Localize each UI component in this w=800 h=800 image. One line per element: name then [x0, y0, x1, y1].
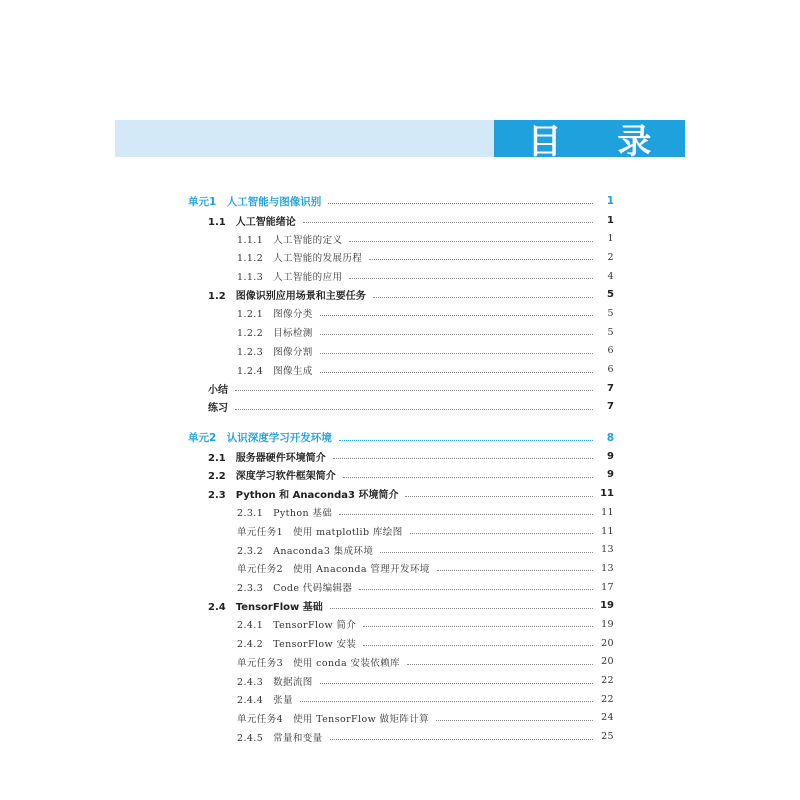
- dot-leader: [303, 221, 593, 223]
- subsection-entry: [188, 540, 614, 559]
- page-number: 17: [601, 581, 614, 593]
- page-number: 11: [600, 488, 614, 500]
- entry-title: 练习: [208, 403, 228, 415]
- subsection-entry: [188, 634, 614, 653]
- dot-leader: [300, 700, 593, 702]
- page-number: 11: [601, 525, 614, 537]
- unit-heading: [188, 192, 614, 211]
- page-number: 7: [607, 401, 614, 413]
- dot-leader: [405, 495, 593, 497]
- page-number: 6: [607, 364, 614, 376]
- dot-leader: [369, 258, 593, 260]
- subsection-entry: [188, 360, 614, 379]
- entry-title: 单元任务4 使用 TensorFlow 做矩阵计算: [237, 713, 430, 725]
- section-entry: [188, 447, 614, 466]
- entry-title: 1.1.2 人工智能的发展历程: [237, 253, 363, 265]
- title-box: [494, 120, 685, 162]
- dot-leader: [330, 738, 593, 740]
- subsection-entry: [188, 304, 614, 323]
- dot-leader: [410, 532, 593, 534]
- subsection-entry: [188, 248, 614, 267]
- page-number: 22: [601, 675, 614, 687]
- misc-entry: [188, 398, 614, 417]
- page-number: 13: [601, 562, 614, 574]
- subsection-entry: [188, 690, 614, 709]
- page-number: 22: [601, 693, 614, 705]
- section-entry: [188, 466, 614, 485]
- subsection-entry: [188, 727, 614, 746]
- entry-title: 2.4.1 TensorFlow 简介: [237, 620, 357, 632]
- misc-entry: [188, 379, 614, 398]
- subsection-entry: [188, 653, 614, 672]
- page-number: 8: [606, 431, 614, 444]
- subsection-entry: [188, 323, 614, 342]
- page-number: 6: [607, 345, 614, 357]
- dot-leader: [330, 607, 593, 609]
- entry-title: 单元任务3 使用 conda 安装依赖库: [237, 657, 400, 669]
- subsection-entry: [188, 559, 614, 578]
- page-number: 7: [607, 382, 614, 394]
- table-of-contents: [188, 192, 614, 746]
- entry-title: 单元任务1 使用 matplotlib 库绘图: [237, 527, 403, 539]
- page-number: 9: [607, 469, 614, 481]
- entry-title: 单元任务2 使用 Anaconda 管理开发环境: [237, 564, 430, 576]
- page-number: 20: [601, 637, 614, 649]
- entry-title: 2.3.3 Code 代码编辑器: [237, 583, 353, 595]
- page-number: 2: [607, 251, 614, 263]
- page-number: 5: [607, 289, 614, 301]
- page-number: 5: [607, 326, 614, 338]
- unit-heading: [188, 428, 614, 447]
- entry-title: 2.4.4 张量: [237, 695, 293, 707]
- dot-leader: [359, 588, 593, 590]
- entry-title: 2.3 Python 和 Anaconda3 环境简介: [208, 490, 399, 502]
- entry-title: 2.3.2 Anaconda3 集成环境: [237, 545, 374, 557]
- entry-title: 1.1.1 人工智能的定义: [237, 234, 343, 246]
- page-number: 20: [601, 656, 614, 668]
- entry-title: 2.4.5 常量和变量: [237, 732, 323, 744]
- dot-leader: [407, 663, 593, 665]
- section-entry: [188, 596, 614, 615]
- page-number: 24: [601, 712, 614, 724]
- dot-leader: [339, 513, 593, 515]
- entry-title: 单元2 认识深度学习开发环境: [188, 432, 332, 445]
- page-number: 4: [607, 270, 614, 282]
- dot-leader: [235, 389, 593, 391]
- entry-title: 1.2.1 图像分类: [237, 309, 313, 321]
- section-entry: [188, 484, 614, 503]
- section-entry: [188, 285, 614, 304]
- entry-title: 1.2 图像识别应用场景和主要任务: [208, 291, 366, 303]
- subsection-entry: [188, 267, 614, 286]
- section-entry: [188, 211, 614, 230]
- dot-leader: [235, 408, 593, 410]
- entry-title: 2.4 TensorFlow 基础: [208, 602, 323, 614]
- page-number: 13: [601, 544, 614, 556]
- subsection-entry: [188, 578, 614, 597]
- entry-title: 1.1 人工智能绪论: [208, 216, 296, 228]
- dot-leader: [343, 476, 593, 478]
- entry-title: 2.4.2 TensorFlow 安装: [237, 639, 357, 651]
- subsection-entry: [188, 709, 614, 728]
- dot-leader: [320, 352, 593, 354]
- subsection-entry: [188, 229, 614, 248]
- page-number: 11: [601, 506, 614, 518]
- dot-leader: [373, 296, 593, 298]
- page-number: 1: [607, 233, 614, 245]
- subsection-entry: [188, 342, 614, 361]
- dot-leader: [320, 333, 593, 335]
- page-number: 5: [607, 307, 614, 319]
- dot-leader: [437, 569, 593, 571]
- dot-leader: [380, 551, 593, 553]
- dot-leader: [436, 719, 593, 721]
- dot-leader: [320, 682, 593, 684]
- page-number: 19: [601, 618, 614, 630]
- subsection-entry: [188, 615, 614, 634]
- entry-title: 小结: [208, 384, 228, 396]
- entry-title: 1.2.3 图像分割: [237, 346, 313, 358]
- section-gap: [188, 416, 614, 428]
- entry-title: 2.3.1 Python 基础: [237, 508, 333, 520]
- page-number: 1: [607, 214, 614, 226]
- page-number: 19: [600, 600, 614, 612]
- dot-leader: [363, 644, 593, 646]
- subsection-entry: [188, 671, 614, 690]
- page-number: 9: [607, 450, 614, 462]
- entry-title: 2.2 深度学习软件框架简介: [208, 471, 336, 483]
- subsection-entry: [188, 522, 614, 541]
- dot-leader: [320, 314, 593, 316]
- dot-leader: [328, 202, 593, 204]
- dot-leader: [349, 240, 593, 242]
- page-title: 目 录: [527, 122, 674, 162]
- entry-title: 1.1.3 人工智能的应用: [237, 272, 343, 284]
- page-number: 1: [606, 195, 614, 208]
- page-number: 25: [601, 731, 614, 743]
- entry-title: 2.1 服务器硬件环境简介: [208, 452, 326, 464]
- dot-leader: [339, 439, 593, 441]
- entry-title: 单元1 人工智能与图像识别: [188, 195, 322, 208]
- dot-leader: [363, 625, 593, 627]
- entry-title: 1.2.2 目标检测: [237, 328, 313, 340]
- subsection-entry: [188, 503, 614, 522]
- entry-title: 2.4.3 数据流图: [237, 676, 313, 688]
- dot-leader: [320, 371, 593, 373]
- dot-leader: [333, 457, 593, 459]
- dot-leader: [349, 277, 593, 279]
- entry-title: 1.2.4 图像生成: [237, 365, 313, 377]
